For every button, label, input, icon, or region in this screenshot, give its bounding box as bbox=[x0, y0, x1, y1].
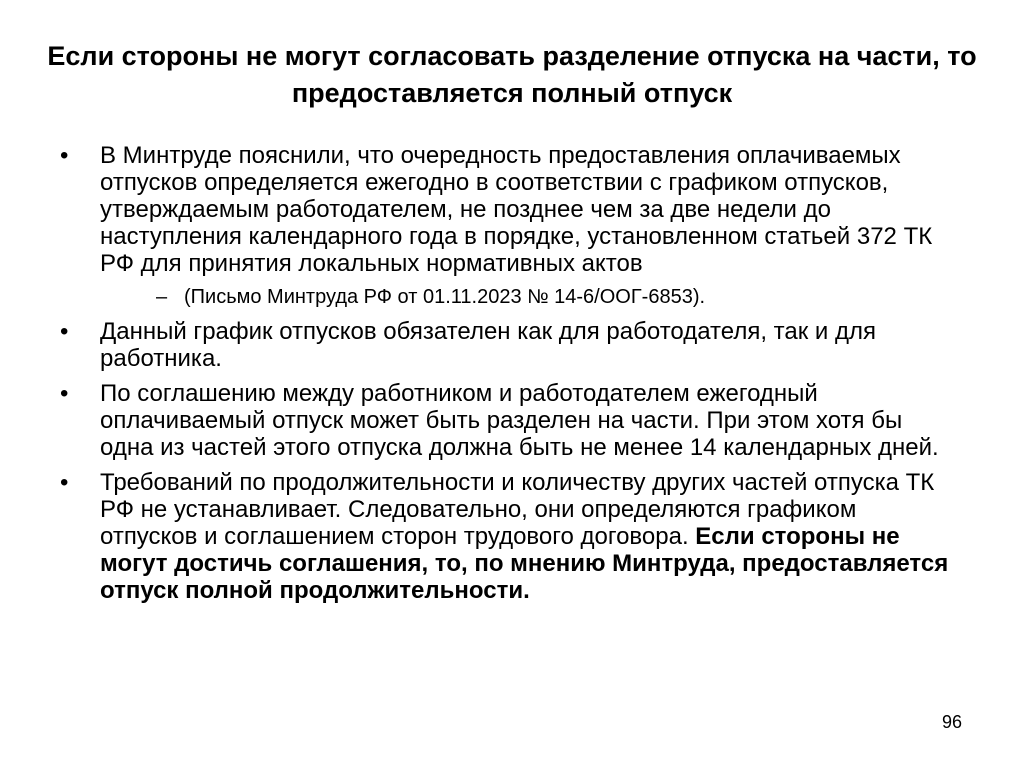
bullet-marker: • bbox=[60, 318, 69, 345]
page-number: 96 bbox=[941, 712, 962, 732]
bullet-marker: • bbox=[60, 380, 69, 407]
sub-bullet-text: (Письмо Минтруда РФ от 01.11.2023 № 14-6/ООГ-6853). bbox=[184, 286, 706, 308]
bullet-marker: • bbox=[60, 142, 69, 169]
bullet-marker: • bbox=[60, 469, 69, 496]
sub-bullet-marker: – bbox=[156, 286, 168, 308]
bullet-text-3: По соглашению между работником и работодателем ежегодный оплачиваемый отпуск может быть разделен на части. При этом хотя бы одна из частей этого отпуска должна быть не менее 14 календарных дней. bbox=[100, 380, 939, 461]
bullet-text-1: В Минтруде пояснили, что очередность предоставления оплачиваемых отпусков определяется ежегодно в соответствии с графиком отпусков, утверждаемым работодателем, не позднее чем за две недели до наступления календарного года в порядке, установленном статьей 372 ТК РФ для принятия локальных нормативных актов bbox=[100, 142, 933, 277]
slide-title: Если стороны не могут согласовать разделение отпуска на части, то предоставляется полный отпуск bbox=[47, 41, 977, 108]
bullet-list bbox=[60, 142, 960, 612]
bullet-item-3 bbox=[60, 380, 960, 461]
bullet-text-4: Требований по продолжительности и количеству других частей отпуска ТК РФ не устанавливает. Следовательно, они определяются графиком отпусков и соглашением сторон трудового договора. bbox=[100, 469, 935, 550]
bullet-text-4-emphasis: Если стороны не могут достичь соглашения, то, по мнению Минтруда, предоставляется отпуск полной продолжительности. bbox=[100, 523, 949, 604]
bullet-item-4 bbox=[60, 469, 960, 604]
sub-bullet-item bbox=[100, 284, 960, 310]
bullet-item-2 bbox=[60, 318, 960, 372]
bullet-text-2: Данный график отпусков обязателен как для работодателя, так и для работника. bbox=[100, 318, 876, 372]
bullet-item-1 bbox=[60, 142, 960, 310]
